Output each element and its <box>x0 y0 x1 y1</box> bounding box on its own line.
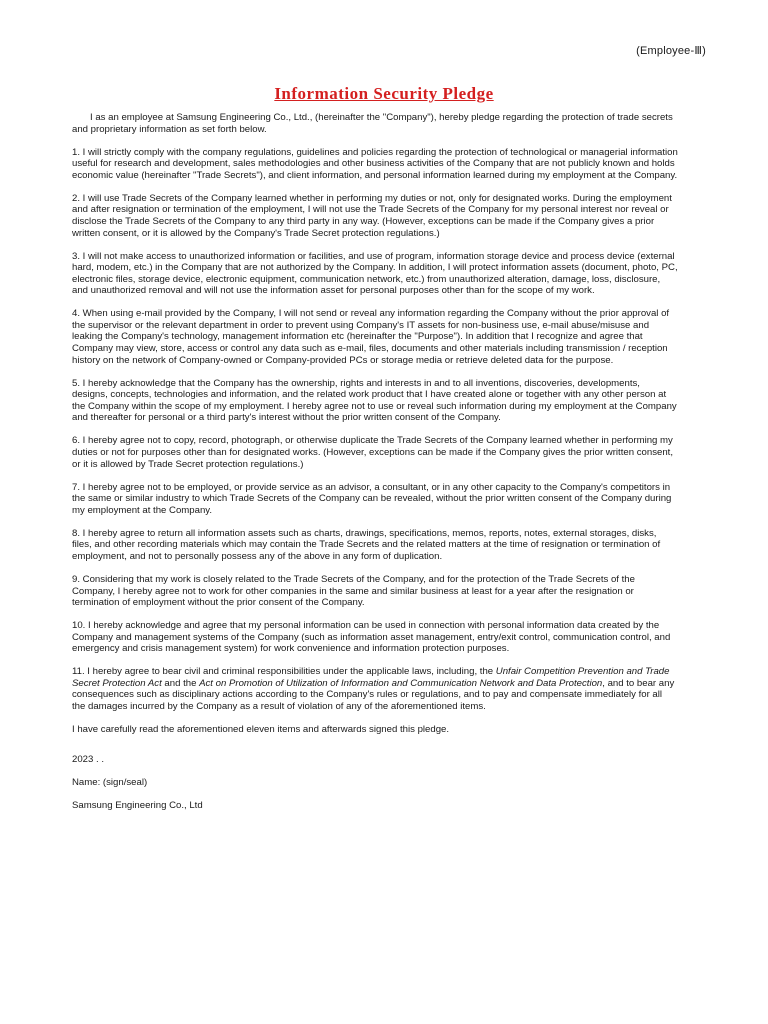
company-name: Samsung Engineering Co., Ltd <box>72 799 203 811</box>
law-name-1: Unfair Competition Prevention and Trade Secret Protection Act <box>72 666 670 689</box>
pledge-item-6: 6. I hereby agree not to copy, record, photograph, or otherwise duplicate the Trade Secrets of the Company learned whether in performing my duties or not for purposes other than for designated works. (However, exceptions can be made if the Company gives the prior written consent, or it is allowed by Trade Secret protection regulations.) <box>72 435 673 470</box>
pledge-item-9: 9. Considering that my work is closely related to the Trade Secrets of the Company, and for the protection of the Trade Secrets of the Company, I hereby agree not to work for other companies in the same and similar business at least for a year after the resignation or termination of employment without the prior consent of the Company. <box>72 573 635 609</box>
pledge-item-8: 8. I hereby agree to return all information assets such as charts, drawings, specifications, memos, reports, notes, external storages, disks, files, and other recording materials which may contain the Trade Secrets and the related matters at the time of resignation or termination of employment, and not to personally possess any of the above in any form of duplication. <box>72 527 661 562</box>
closing-statement: I have carefully read the aforementioned eleven items and afterwards signed this pledge. <box>72 724 450 736</box>
pledge-body <box>72 112 678 823</box>
intro-paragraph: I as an employee at Samsung Engineering Co., Ltd., (hereinafter the "Company"), hereby pledge regarding the protection of trade secrets and proprietary information as set forth below. <box>72 112 673 135</box>
pledge-item-10: 10. I hereby acknowledge and agree that my personal information can be used in connection with personal information data created by the Company and management systems of the Company (such as information asset management, entry/exit control, communication control, and emergency and crisis management system) for work convenience and information protection purposes. <box>72 620 671 655</box>
page-title: Information Security Pledge <box>274 84 494 103</box>
employee-tag: (Employee-Ⅲ) <box>636 45 706 57</box>
item11-pre: 11. I hereby agree to bear civil and criminal responsibilities under the applicable laws, including, the <box>72 666 496 678</box>
name-line: Name: (sign/seal) <box>72 776 148 788</box>
item11-post: , and to bear any consequences such as disciplinary actions according to the Company's rules or regulations, and to pay and compensate immediately for all the damages incurred by the Company as a result of violation of any of the aforementioned items. <box>72 677 675 713</box>
pledge-item-11 <box>72 666 678 712</box>
pledge-item-1: 1. I will strictly comply with the company regulations, guidelines and policies regarding the protection of technological or managerial information useful for research and development, sales methodologies and other business activities of the Company that are not publicly known and holds economic value (hereinafter "Trade Secrets"), and client information, and personal information learned during my employment at the Company. <box>72 146 678 181</box>
pledge-item-4: 4. When using e-mail provided by the Company, I will not send or reveal any information regarding the Company without the prior approval of the supervisor or the relevant department in order to prevent using Company's IT assets for non-business use, e-mail abuse/misuse and leaking the Company's technology, management information etc (hereinafter the "Purpose"). In addition that I recognize and agree that Company may view, store, access or control any data such as e-mail, files, documents and other materials including transmission / reception history on the network of Company-owned or Company-provided PCs or storage media or retrieve deleted data for the purpose. <box>72 308 670 366</box>
pledge-item-3: 3. I will not make access to unauthorized information or facilities, and use of program, information storage device and process device (external hard, modem, etc.) in the Company that are not authorized by the Company. In addition, I will protect information assets (document, photo, PC, electronic files, storage device, electronic equipment, communication network, etc.) from unauthorized alteration, damage, loss, disclosure, and unauthorized removal and will not use the information asset for personal purposes other than for the scope of my work. <box>72 250 678 297</box>
pledge-item-7: 7. I hereby agree not to be employed, or provide service as an advisor, a consultant, or in any other capacity to the Company's competitors in the same or similar industry to which Trade Secrets of the Company can be revealed, without the prior written consent of the Company during my employment at the Company. <box>72 481 672 516</box>
item11-mid: and the <box>161 677 200 689</box>
law-name-2: Act on Promotion of Utilization of Information and Communication Network and Data Protection <box>199 677 603 689</box>
date-line: 2023 . . <box>72 753 105 765</box>
pledge-item-5: 5. I hereby acknowledge that the Company has the ownership, rights and interests in and to all inventions, discoveries, developments, designs, concepts, technologies and information, and the related work product that I have created alone or together with any other person at the Company within the scope of my employment. I hereby agree not to use or reveal such information during my employment at the Company and thereafter for personal or a third party's interest without the prior written consent of the Company. <box>72 377 677 424</box>
pledge-item-2: 2. I will use Trade Secrets of the Company learned whether in performing my duties or not, only for designated works. During the employment and after resignation or termination of the employment, I will not use the Trade Secrets of the Company for my personal interest nor reveal or disclose the Trade Secrets of the Company to any third party in any way. (However, exceptions can be made if the Company gives a prior written consent, or it is allowed by the Company's Trade Secret protection regulations.) <box>72 192 672 239</box>
